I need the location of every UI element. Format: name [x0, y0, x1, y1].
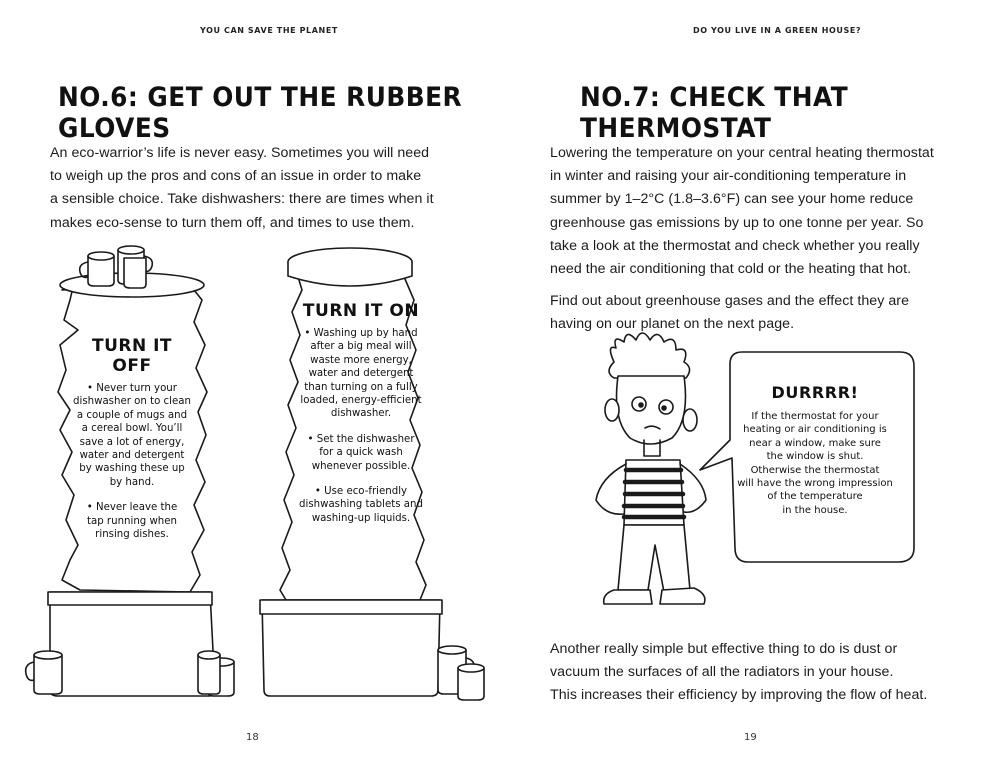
bubble-line: heating or air conditioning is: [743, 424, 887, 436]
text-line: save a lot of energy,: [79, 436, 185, 448]
text-line: by washing these up: [79, 463, 185, 475]
boy-head: [617, 376, 686, 444]
text-line: water and detergent: [79, 450, 185, 462]
intro-line: a sensible choice. Take dishwashers: there are times when it: [50, 191, 434, 208]
para-line: Another really simple but effective thing to do is dust or: [550, 641, 898, 657]
text-line: • Never leave the: [86, 502, 178, 514]
bubble-line: If the thermostat for your: [751, 411, 879, 422]
intro-line: to weigh up the pros and cons of an issue in order to make: [50, 168, 422, 185]
text-line: water and detergent: [308, 368, 414, 380]
boy-hair: [609, 333, 690, 378]
running-head-right: DO YOU LIVE IN A GREEN HOUSE?: [693, 26, 862, 35]
turn-it-off-title: TURN IT OFF: [91, 336, 173, 376]
boy-trousers: [618, 525, 690, 592]
text-line: whenever possible.: [311, 460, 411, 472]
text-line: • Washing up by hand: [304, 328, 418, 339]
text-line: a couple of mugs and: [76, 409, 188, 421]
text-line: loaded, energy-efficient: [300, 395, 422, 407]
page-number-right: 19: [744, 732, 757, 743]
turn-it-on-title: TURN IT ON: [302, 301, 420, 321]
bubble-title: DURRRR!: [771, 383, 859, 402]
text-line: a cereal bowl. You’ll: [81, 423, 183, 435]
bubble-line: Otherwise the thermostat: [750, 464, 880, 476]
text-line: after a big meal will: [310, 341, 412, 353]
para-line: vacuum the surfaces of all the radiators in your house.: [550, 664, 894, 681]
text-line: rinsing dishes.: [95, 529, 169, 541]
heading-no7: NO.7: CHECK THAT THERMOSTAT: [580, 82, 849, 144]
bubble-line: of the temperature: [767, 491, 863, 503]
para-line: need the air conditioning that cold or the heating that hot.: [550, 261, 912, 278]
text-line: dishwasher on to clean: [73, 396, 191, 408]
para-line: This increases their efficiency by improving the flow of heat.: [550, 687, 928, 704]
intro-line: makes eco-sense to turn them off, and times to use them.: [50, 214, 415, 231]
text-line: • Never turn your: [87, 383, 177, 394]
boy-shoe: [660, 588, 705, 604]
para-line: Find out about greenhouse gases and the effect they are: [550, 293, 910, 309]
text-line: by hand.: [109, 476, 155, 488]
para-line: take a look at the thermostat and check whether you really: [550, 237, 920, 254]
page-number-left: 18: [246, 732, 259, 743]
para-line: summer by 1–2°C (1.8–3.6°F) can see your home reduce: [550, 191, 914, 208]
text-line: • Use eco-friendly: [314, 486, 408, 498]
para-line: having on our planet on the next page.: [550, 316, 795, 333]
para-line: in winter and raising your air-conditioning temperature in: [550, 168, 907, 185]
text-line: washing-up liquids.: [311, 512, 411, 524]
boy-shoe: [604, 590, 652, 604]
heading-no6: NO.6: GET OUT THE RUBBER GLOVES: [58, 82, 463, 144]
bubble-line: in the house.: [782, 504, 848, 516]
durrrr-bubble-text: [730, 383, 900, 517]
text-line: dishwasher.: [330, 408, 392, 420]
para-line: greenhouse gas emissions by up to one tonne per year. So: [550, 214, 924, 231]
bubble-line: the window is shut.: [766, 451, 864, 463]
text-line: waste more energy,: [310, 354, 412, 366]
running-head-left: YOU CAN SAVE THE PLANET: [200, 26, 338, 35]
para-line: Lowering the temperature on your central heating thermostat: [550, 145, 934, 161]
bubble-line: near a window, make sure: [749, 437, 881, 449]
bubble-body: [730, 410, 900, 517]
text-line: tap running when: [86, 515, 177, 527]
intro-line: An eco-warrior’s life is never easy. Sometimes you will need: [50, 145, 430, 161]
text-line: for a quick wash: [319, 447, 403, 459]
bubble-line: will have the wrong impression: [737, 478, 893, 490]
text-line: • Set the dishwasher: [307, 433, 415, 445]
text-line: than turning on a fully: [304, 381, 418, 393]
text-line: dishwashing tablets and: [299, 499, 423, 511]
